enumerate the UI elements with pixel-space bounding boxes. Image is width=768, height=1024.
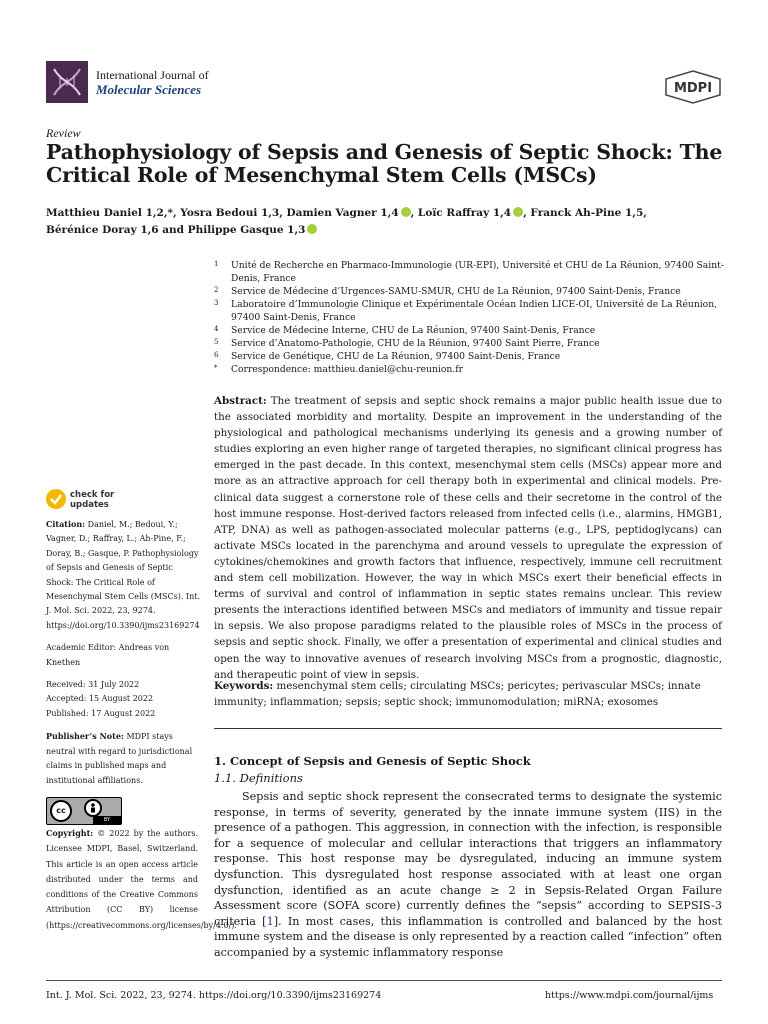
orcid-icon[interactable] <box>401 207 411 217</box>
affiliation-item: 1 Unité de Recherche en Pharmaco-Immunologie (UR-EPI), Université et CHU de La Réunion, 97400 Saint-Denis, France <box>214 260 724 284</box>
affiliation-item: 2 Service de Médecine d’Urgences-SAMU-SMUR, CHU de La Réunion, 97400 Saint-Denis, France <box>214 286 681 297</box>
affiliation-item: 6 Service de Genétique, CHU de La Réunion, 97400 Saint-Denis, France <box>214 351 561 362</box>
check-updates-text: check for updates <box>70 490 115 510</box>
keywords-label: Keywords: <box>214 680 274 692</box>
keywords <box>214 678 722 710</box>
orcid-icon[interactable] <box>307 224 317 234</box>
published-date: Published: 17 August 2022 <box>46 708 156 718</box>
journal-logo <box>46 61 88 103</box>
mdpi-logo <box>663 70 723 104</box>
journal-name-line1: International Journal of <box>96 68 209 82</box>
article-title: Pathophysiology of Sepsis and Genesis of Septic Shock: The Critical Role of Mesenchymal Stem Cells (MSCs) <box>46 140 723 187</box>
citation-block: Citation: Daniel, M.; Bedoui, Y.; Vagner, D.; Raffray, L.; Ah-Pine, F.; Doray, B.; Gasque, P. Pathophysiology of Sepsis and Genesis of Septic Shock: The Critical Role of Mesenchymal Stem Cells (MSCs). Int. J. Mol. Sci. 2022, 23, 9274. https://doi.org/10.3390/ijms23169274 <box>46 519 201 630</box>
authors-line1b: , Loïc Raffray 1,4 <box>410 207 512 219</box>
abstract-label: Abstract: <box>214 395 267 407</box>
sidebar-metadata <box>46 517 202 796</box>
accepted-date: Accepted: 15 August 2022 <box>46 694 154 704</box>
reference-link[interactable]: 1 <box>266 914 274 928</box>
affiliations <box>214 259 734 376</box>
academic-editor: Academic Editor: Andreas von Knethen <box>46 643 170 667</box>
affiliation-item: 5 Service d’Anatomo-Pathologie, CHU de la Réunion, 97400 Saint Pierre, France <box>214 338 600 349</box>
subsection-heading: 1.1. Definitions <box>214 771 303 785</box>
author-list <box>46 205 736 239</box>
publisher-note: Publisher’s Note: MDPI stays neutral with regard to jurisdictional claims in published maps and institutional affiliations. <box>46 731 193 785</box>
abstract <box>214 393 722 683</box>
footer-divider <box>46 980 722 981</box>
article-type: Review <box>46 126 81 140</box>
footer-citation[interactable]: Int. J. Mol. Sci. 2022, 23, 9274. https://doi.org/10.3390/ijms23169274 <box>46 990 382 1001</box>
section-heading: 1. Concept of Sepsis and Genesis of Septic Shock <box>214 754 531 768</box>
copyright-notice: Copyright: © 2022 by the authors. Licensee MDPI, Basel, Switzerland. This article is an open access article distributed under the terms and conditions of the Creative Commons Attribution (CC BY) license (https://creativecommons.org/licenses/by/4.0/). <box>46 828 237 930</box>
footer-journal-url[interactable]: https://www.mdpi.com/journal/ijms <box>545 990 714 1001</box>
orcid-icon[interactable] <box>513 207 523 217</box>
authors-line1: Matthieu Daniel 1,2,*, Yosra Bedoui 1,3, Damien Vagner 1,4 <box>46 207 399 219</box>
svg-text:MDPI: MDPI <box>673 81 713 96</box>
authors-line2: Bérénice Doray 1,6 and Philippe Gasque 1,3 <box>46 224 306 236</box>
divider <box>214 728 722 729</box>
authors-line1c: , Franck Ah-Pine 1,5, <box>523 207 647 219</box>
cc-icon: cc <box>50 800 72 822</box>
para-text: ]. In most cases, this inflammation is controlled and balanced by the host immune system and the disease is only represented by a reaction called “infection” often accompanied by a systemic inflammatory response <box>214 914 722 959</box>
body-paragraph <box>214 789 722 961</box>
person-icon <box>84 799 102 817</box>
affiliation-item: 4 Service de Médecine Interne, CHU de La Réunion, 97400 Saint-Denis, France <box>214 325 596 336</box>
journal-name-line2: Molecular Sciences <box>96 82 202 97</box>
cc-by-license-badge[interactable] <box>46 797 122 825</box>
keywords-text: mesenchymal stem cells; circulating MSCs; pericytes; perivascular MSCs; innate immunity; inflammation; sepsis; septic shock; immunomodulation; miRNA; exosomes <box>214 680 701 709</box>
para-text: Sepsis and septic shock represent the consecrated terms to designate the systemic response, in terms of severity, generated by the innate immune system (IIS) in the presence of a pathogen. This aggression, in connection with the infection, is responsible for a sequence of molecular and cellular interactions that triggers an inflammatory response. This host response may be dysregulated, inducing an immune system dysfunction. This dysregulated host response associated with at least one organ dysfunction, identified as an acute change ≥ 2 in Sepsis-Related Organ Failure Assessment score (SOFA score) currently defines the “sepsis” according to SEPSIS-3 criteria [ <box>214 790 722 928</box>
abstract-text: The treatment of sepsis and septic shock remains a major public health issue due to the associated morbidity and mortality. Despite an improvement in the understanding of the physiological and pathological mechanisms underlying its genesis and a growing number of studies exploring an even higher range of targeted therapies, no significant clinical progress has emerged in the past decade. In this context, mesenchymal stem cells (MSCs) appear more and more as an attractive approach for cell therapy both in experimental and clinical models. Pre-clinical data suggest a cornerstone role of these cells and their secretome in the control of the host immune response. Host-derived factors released from infected cells (i.e., alarmins, HMGB1, ATP, DNA) as well as pathogen-associated molecular patterns (e.g., LPS, peptidoglycans) can activate MSCs located in the parenchyma and around vessels to upregulate the expression of cytokines/chemokines and growth factors that influence, respectively, immune cell recruitment and stem cell mobilization. However, the way in which MSCs exert their beneficial effects in terms of survival and control of inflammation in septic states remains unclear. This review presents the interactions identified between MSCs and mediators of immunity and tissue repair in sepsis. We also propose paradigms related to the plausible roles of MSCs in the process of sepsis and septic shock. Finally, we offer a presentation of experimental and clinical studies and open the way to innovative avenues of research involving MSCs from a prognostic, diagnostic, and therapeutic point of view in sepsis. <box>214 395 722 681</box>
correspondence: * Correspondence: matthieu.daniel@chu-reunion.fr <box>214 364 463 375</box>
check-updates-icon <box>46 489 66 509</box>
check-for-updates-badge[interactable] <box>46 489 126 513</box>
by-label: BY <box>93 816 121 824</box>
received-date: Received: 31 July 2022 <box>46 680 140 690</box>
affiliation-item: 3 Laboratoire d’Immunologie Clinique et Expérimentale Océan Indien LICE-OI, Université de La Réunion, 97400 Saint-Denis, France <box>214 299 718 323</box>
